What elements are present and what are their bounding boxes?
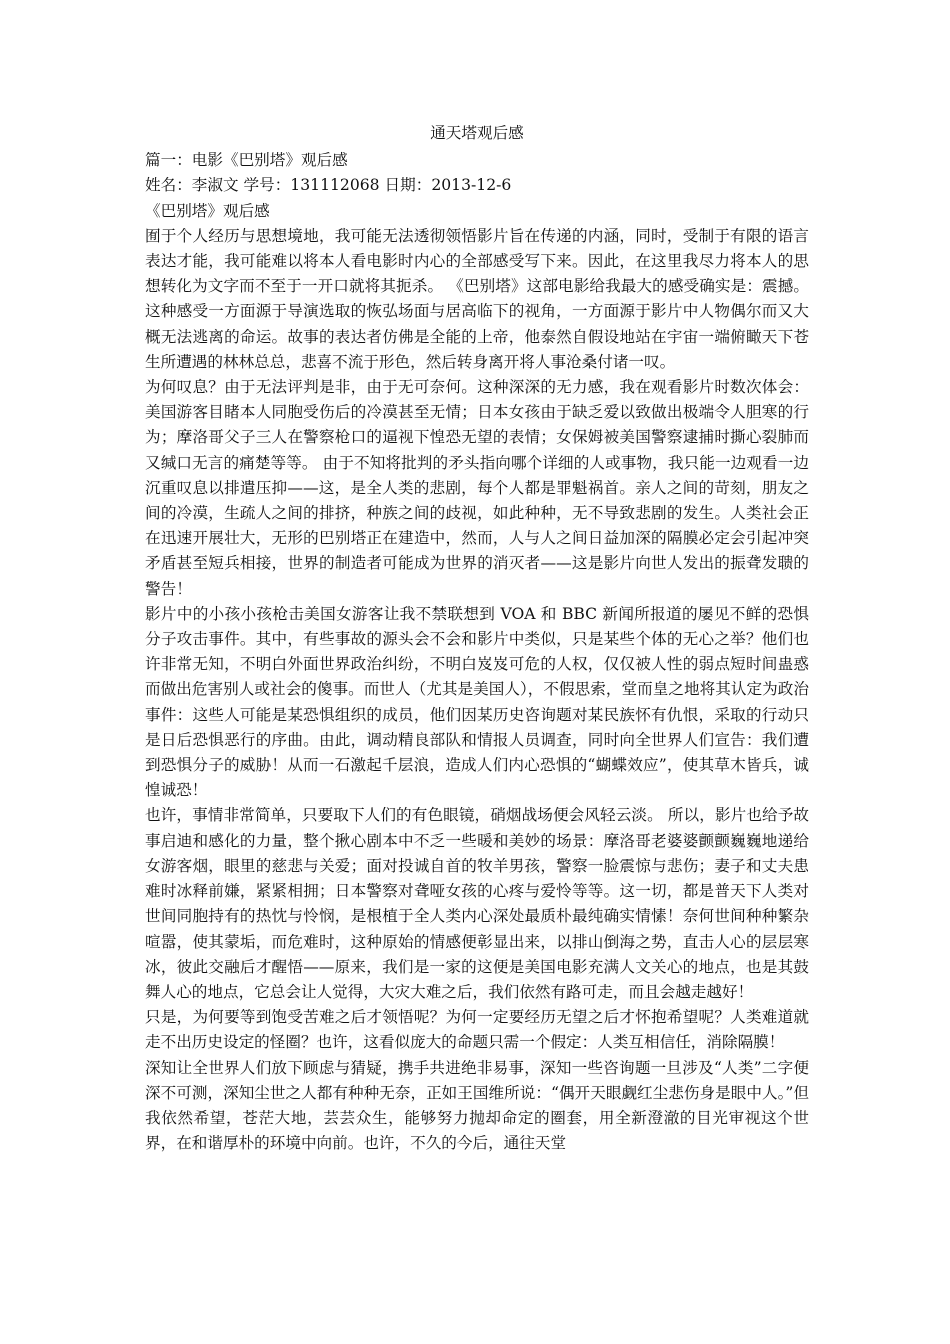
author-info-line: 姓名：李淑文 学号：131112068 日期：2013-12-6: [145, 176, 512, 195]
paragraph-4: 也许，事情非常简单，只要取下人们的有色眼镜，硝烟战场便会风轻云淡。 所以，影片也给予故事启迪和感化的力量，整个揪心剧本中不乏一些暖和美妙的场景：摩洛哥老婆婆颤颤巍巍地递给女游客烟，眼里的慈悲与关爱；面对投诚自首的牧羊男孩，警察一脸震惊与悲伤；妻子和丈夫患难时冰释前嫌，紧紧相拥；日本警察对聋哑女孩的心疼与爱怜等等。这一切，都是普天下人类对世间同胞持有的热忱与怜悯，是根植于全人类内心深处最质朴最纯确实情愫！奈何世间种种繁杂喧嚣，使其蒙垢，而危难时，这种原始的情感便彰显出来，以排山倒海之势，直击人心的层层寒冰，彼此交融后才醒悟——原来，我们是一家的这便是美国电影充满人文关心的地点，也是其鼓舞人心的地点，它总会让人觉得，大灾大难之后，我们依然有路可走，而且会越走越好！: [145, 806, 809, 1001]
section-heading: 篇一：电影《巴别塔》观后感: [145, 151, 348, 170]
paragraph-6: 深知让全世界人们放下顾虑与猜疑，携手共进绝非易事，深知一些咨询题一旦涉及“人类”二字便深不可测，深知尘世之人都有种种无奈，正如王国维所说：“偶开天眼觑红尘悲伤身是眼中人。”但我依然希望，苍茫大地，芸芸众生，能够努力抛却命定的圈套，用全新澄澈的目光审视这个世界，在和谐厚朴的环境中向前。也许，不久的今后，通往天堂: [145, 1058, 809, 1153]
review-subtitle: 《巴别塔》观后感: [145, 201, 270, 220]
paragraph-3: 影片中的小孩小孩枪击美国女游客让我不禁联想到 VOA 和 BBC 新闻所报道的屡见不鲜的恐惧分子攻击事件。其中，有些事故的源头会不会和影片中类似，只是某些个体的无心之举？他们也许非常无知，不明白外面世界政治纠纷，不明白岌岌可危的人权，仅仅被人性的弱点短时间蛊惑而做出危害别人或社会的傻事。而世人（尤其是美国人），不假思索，堂而皇之地将其认定为政治事件：这些人可能是某恐惧组织的成员，他们因某历史咨询题对某民族怀有仇恨，采取的行动只是日后恐惧恶行的序曲。由此，调动精良部队和情报人员调查，同时向全世界人们宣告：我们遭到恐惧分子的威胁！从而一石激起千层浪，造成人们内心恐惧的“蝴蝶效应”，使其草木皆兵，诚惶诚恐！: [145, 604, 809, 800]
paragraph-1: 囿于个人经历与思想境地，我可能无法透彻领悟影片旨在传递的内涵，同时，受制于有限的语言表达才能，我可能难以将本人看电影时内心的全部感受写下来。因此，在这里我尽力将本人的思想转化为文字而不至于一开口就将其扼杀。 《巴别塔》这部电影给我最大的感受确实是：震撼。这种感受一方面源于导演选取的恢弘场面与居高临下的视角，一方面源于影片中人物偶尔而又大概无法逃离的命运。故事的表达者仿佛是全能的上帝，他泰然自假设地站在宇宙一端俯瞰天下苍生所遭遇的林林总总，悲喜不流于形色，然后转身离开将人事沧桑付诸一叹。: [145, 226, 809, 371]
paragraph-5: 只是，为何要等到饱受苦难之后才领悟呢？为何一定要经历无望之后才怀抱希望呢？人类难道就走不出历史设定的怪圈？也许，这看似庞大的命题只需一个假定：人类互相信任，消除隔膜！: [145, 1008, 809, 1052]
document-body: [145, 121, 809, 1156]
paragraph-2: 为何叹息？由于无法评判是非，由于无可奈何。这种深深的无力感，我在观看影片时数次体会：美国游客目睹本人同胞受伤后的冷漠甚至无情；日本女孩由于缺乏爱以致做出极端令人胆寒的行为；摩洛哥父子三人在警察枪口的逼视下惶恐无望的表情；女保姆被美国警察逮捕时撕心裂肺而又缄口无言的痛楚等等。 由于不知将批判的矛头指向哪个详细的人或事物，我只能一边观看一边沉重叹息以排遣压抑——这，是全人类的悲剧，每个人都是罪魁祸首。亲人之间的苛刻，朋友之间的冷漠，生疏人之间的排挤，种族之间的歧视，如此种种，无不导致悲剧的发生。人类社会正在迅速开展壮大，无形的巴别塔正在建造中，然而，人与人之间日益加深的隔膜必定会引起冲突矛盾甚至短兵相接，世界的制造者可能成为世界的消灭者——这是影片向世人发出的振聋发聩的警告！: [145, 378, 809, 598]
document-title: 通天塔观后感: [430, 124, 524, 142]
